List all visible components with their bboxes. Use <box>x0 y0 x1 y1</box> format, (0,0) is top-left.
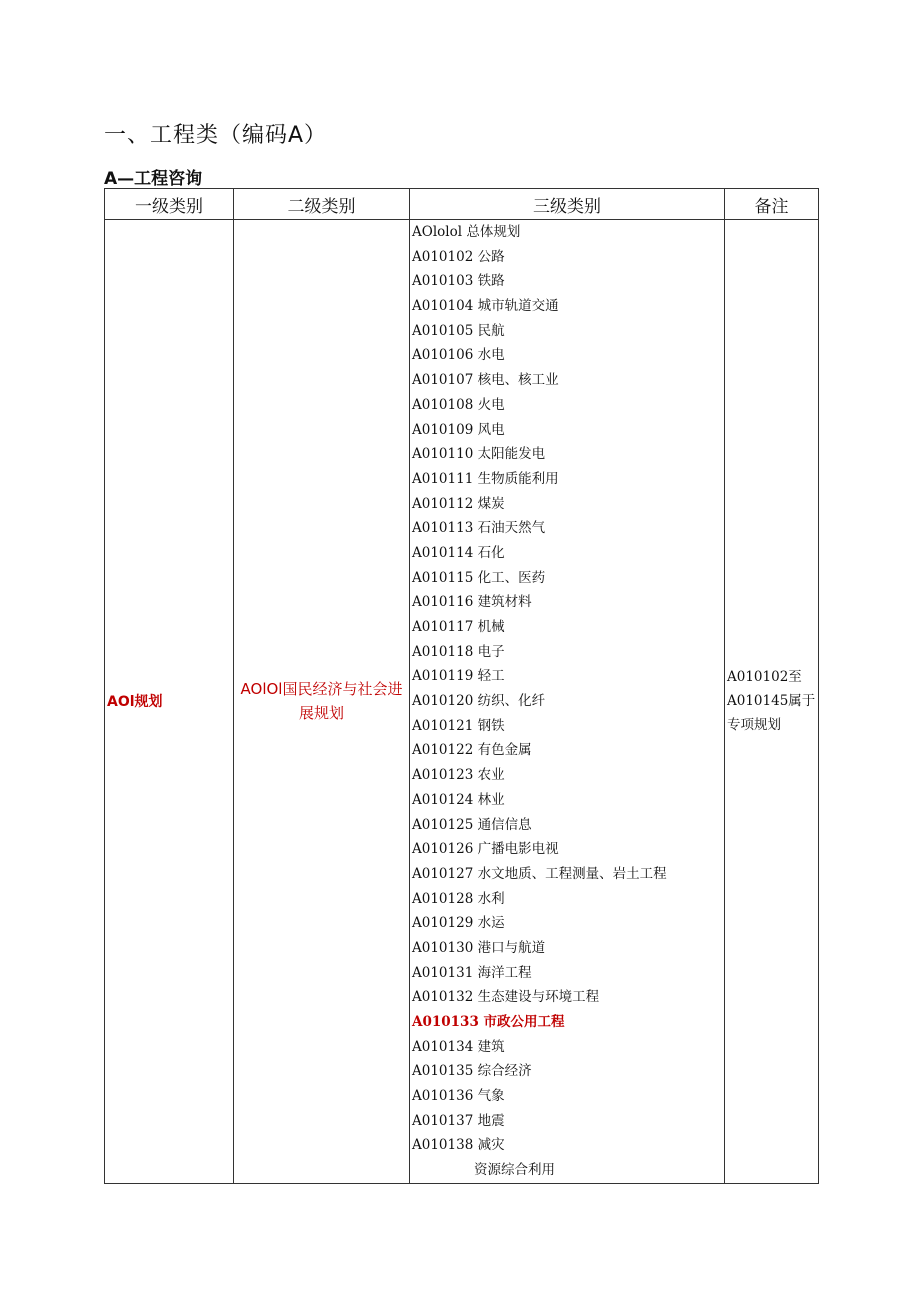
header-level1: 一级类别 <box>105 189 234 220</box>
level3-item: A010108 火电 <box>412 396 505 413</box>
level3-item: A010133 市政公用工程 <box>412 1014 565 1030</box>
level3-cell <box>410 220 725 1184</box>
header-level2: 二级类别 <box>234 189 410 220</box>
level3-item: A010113 石油天然气 <box>412 520 546 537</box>
level3-item: A010131 海洋工程 <box>412 964 532 981</box>
level3-item: A010106 水电 <box>412 347 505 364</box>
level3-item: A010111 生物质能利用 <box>412 470 559 487</box>
level3-item: A010128 水利 <box>412 890 505 907</box>
header-note: 备注 <box>725 189 819 220</box>
level3-item: A010134 建筑 <box>412 1038 505 1055</box>
level3-item: A010109 风电 <box>412 421 505 438</box>
level3-item: 资源综合利用 <box>474 1162 555 1179</box>
level3-item: A010132 生态建设与环境工程 <box>412 989 600 1006</box>
note-cell: A010102至A010145属于专项规划 <box>725 220 819 1184</box>
level2-cell <box>234 220 410 1184</box>
level3-item: A010129 水运 <box>412 915 505 932</box>
level3-item: A010126 广播电影电视 <box>412 841 559 858</box>
table-row <box>105 220 819 1184</box>
section-title: A—工程咨询 <box>104 169 203 189</box>
level3-item: A010105 民航 <box>412 322 505 339</box>
level1-cell: AOl规划 <box>105 220 234 1184</box>
level3-item: A010125 通信信息 <box>412 816 532 833</box>
level3-item: A010127 水文地质、工程测量、岩土工程 <box>412 865 667 882</box>
level3-item: A010116 建筑材料 <box>412 594 532 611</box>
level3-item: A010135 综合经济 <box>412 1063 532 1080</box>
level3-item: A010118 电子 <box>412 643 505 660</box>
level3-item: A010114 石化 <box>412 544 505 561</box>
level3-item: A010136 气象 <box>412 1088 505 1105</box>
level3-list <box>410 220 724 1183</box>
level3-item: A010138 减灾 <box>412 1137 505 1154</box>
level3-item: A010124 林业 <box>412 791 505 808</box>
level3-item: A010104 城市轨道交通 <box>412 298 559 315</box>
level3-item: A010115 化工、医药 <box>412 569 546 586</box>
table-header-row <box>105 189 819 220</box>
level3-item: A010123 农业 <box>412 767 505 784</box>
header-level3: 三级类别 <box>410 189 725 220</box>
category-table-wrapper <box>104 188 816 1179</box>
level3-item: A010119 轻工 <box>412 668 505 685</box>
level2-label: AOlOl国民经济与社会进展规划 <box>240 680 403 723</box>
level3-item: A010130 港口与航道 <box>412 939 546 956</box>
level3-item: A010137 地震 <box>412 1112 505 1129</box>
level3-item: A010121 钢铁 <box>412 717 505 734</box>
level3-item: A010107 核电、核工业 <box>412 372 559 389</box>
level3-item: A010120 纺织、化纤 <box>412 693 546 710</box>
level3-item: A010122 有色金属 <box>412 742 532 759</box>
category-table <box>104 188 819 1184</box>
level3-item: A010102 公路 <box>412 248 505 265</box>
level3-item: AOlolol 总体规划 <box>412 224 521 240</box>
page-title: 一、工程类（编码A） <box>104 123 328 148</box>
level3-item: A010110 太阳能发电 <box>412 446 546 463</box>
level3-item: A010117 机械 <box>412 619 505 635</box>
level3-item: A010112 煤炭 <box>412 495 505 512</box>
level3-item: A010103 铁路 <box>412 273 505 290</box>
